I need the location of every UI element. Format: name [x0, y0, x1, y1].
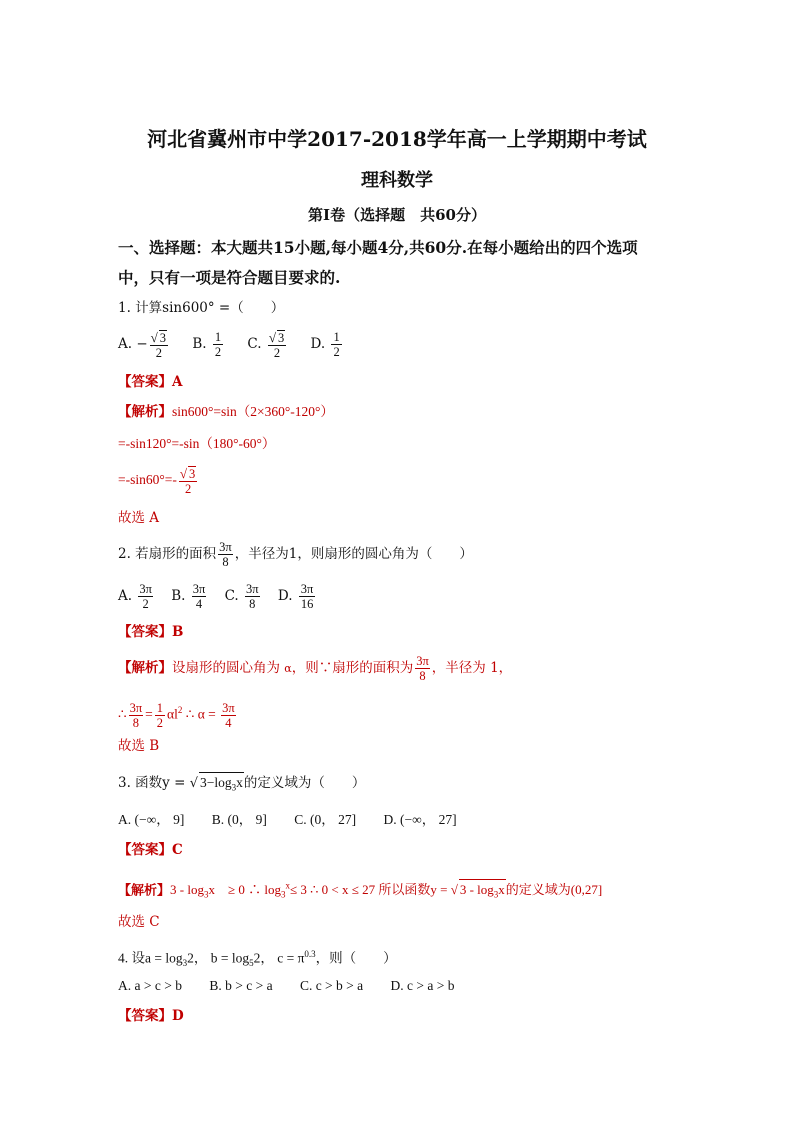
q1-options [118, 326, 362, 362]
exam-volume: 第Ⅰ卷（选择题 共60分） [308, 206, 486, 224]
q1-conclusion: 故选 A [118, 510, 160, 526]
q1-analysis-1: 【解析】sin600°=sin（2×360°-120°） [118, 404, 334, 420]
q3-analysis: 【解析】$3 - \log_3x$ ≥ 0 ∴ $\log_3^x\le 3$ ∴ 0 < x ≤ 27 所以函数y = √ $3 - \log_3x$的定义域为(0,27] [118, 876, 602, 905]
q4-options [118, 976, 473, 996]
q1-option-c: C. $\frac{√ 3}{2}$ [247, 329, 285, 360]
q3-conclusion: 故选 C [118, 914, 160, 930]
section-instruction-line1: 一、选择题：本大题共15小题,每小题4分,共60分.在每小题给出的四个选项 [118, 238, 638, 257]
q4-option-c: C. c > b > a [299, 978, 364, 993]
q3-option-a: A. (−∞， 9] [118, 812, 185, 827]
q4-option-b: B. b > c > a [209, 978, 273, 993]
q3-option-c: C. (0， 27] [294, 812, 357, 827]
q3-option-d: D. (−∞， 27] [383, 812, 457, 827]
q4-option-a: A. a > c > b [118, 978, 182, 993]
q1-option-d: D. $\frac{1}{2}$ [310, 330, 340, 359]
q4-option-d: D. c > a > b [390, 978, 455, 993]
q4-answer: 【答案】D [118, 1008, 184, 1024]
q2-option-d: D. $\frac{3\pi}{16}$ [277, 582, 314, 611]
q3-stem: 3. 函数y = √ $3-\log_3x$的定义域为（ ） [118, 772, 365, 798]
q1-stem: 1. 计算sin600° =（ ） [118, 300, 285, 316]
q2-answer: 【答案】B [118, 624, 184, 640]
exam-subject: 理科数学 [361, 170, 433, 191]
q1-answer: 【答案】A [118, 374, 183, 390]
q1-option-a: A. − $\frac{√ 3}{2}$ [118, 329, 167, 360]
q2-option-c: C. $\frac{3\pi}{8}$ [224, 582, 259, 611]
exam-title: 河北省冀州市中学2017-2018学年高一上学期期中考试 [147, 127, 647, 151]
section-instruction-line2: 中，只有一项是符合题目要求的. [118, 268, 341, 287]
q3-option-b: B. (0， 9] [211, 812, 267, 827]
q2-analysis-2: ∴ $\frac{3\pi}{8}$ = $\frac{1}{2}$ $\alpha l^2$ ∴ α = $\frac{3\pi}{4}$ [118, 700, 235, 730]
q2-option-a: A. $\frac{3\pi}{2}$ [118, 582, 152, 611]
q4-stem: 4. 设$a = \log_32$， $b = \log_52$， $c = \pi^{0.3}$，则（ ） [118, 949, 397, 969]
q1-analysis-3: =-sin60°=- $\frac{√ 3}{2}$ [118, 465, 196, 496]
q1-analysis-2: =-sin120°=-sin（180°-60°） [118, 436, 276, 451]
q3-options [118, 810, 475, 830]
q2-conclusion: 故选 B [118, 738, 160, 754]
q2-options [118, 578, 335, 614]
q1-option-b: B. $\frac{1}{2}$ [192, 330, 222, 359]
q2-stem: 2. 若扇形的面积 $\frac{3\pi}{8}$ ，半径为1，则扇形的圆心角为（ ） [118, 540, 473, 569]
q2-analysis-1: 【解析】设扇形的圆心角为 α，则∵扇形的面积为 $\frac{3\pi}{8}$ ，半径为 1， [118, 654, 513, 683]
q3-answer: 【答案】C [118, 842, 183, 858]
q2-option-b: B. $\frac{3\pi}{4}$ [171, 582, 206, 611]
